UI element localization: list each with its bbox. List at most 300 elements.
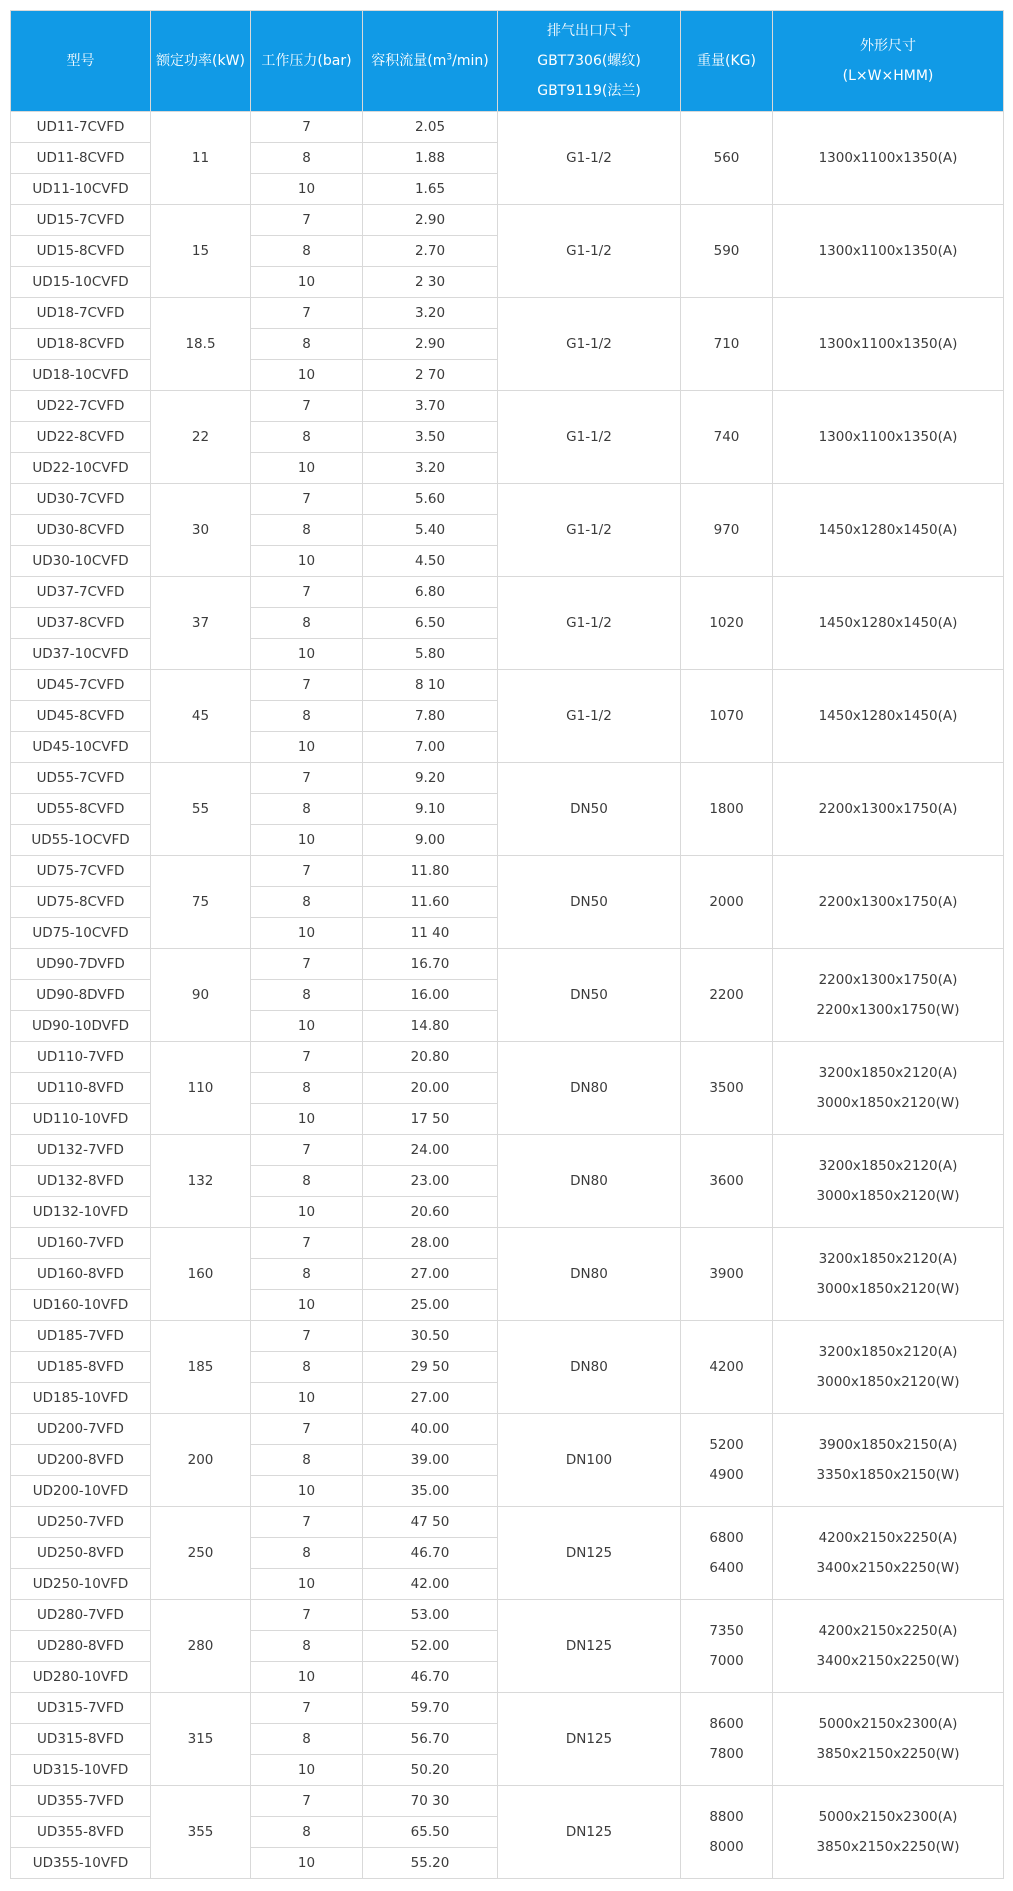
outlet-cell: DN125	[498, 1600, 681, 1693]
dimensions-cell	[773, 1228, 1004, 1321]
dimensions-value: 2200x1300x1750(A)	[818, 801, 958, 817]
flow-cell: 25.00	[363, 1290, 498, 1321]
dimensions-cell	[773, 205, 1004, 298]
flow-cell: 11.80	[363, 856, 498, 887]
model-cell: UD15-10CVFD	[11, 267, 151, 298]
dimensions-value: 1450x1280x1450(A)	[818, 522, 958, 538]
pressure-cell: 7	[251, 1600, 363, 1631]
model-cell: UD11-10CVFD	[11, 174, 151, 205]
flow-cell: 11.60	[363, 887, 498, 918]
dimensions-cell	[773, 1693, 1004, 1786]
model-cell: UD355-10VFD	[11, 1848, 151, 1879]
weight-value: 3900	[709, 1266, 744, 1282]
pressure-cell: 10	[251, 639, 363, 670]
pressure-cell: 10	[251, 267, 363, 298]
flow-cell: 46.70	[363, 1538, 498, 1569]
model-cell: UD30-10CVFD	[11, 546, 151, 577]
outlet-cell: DN50	[498, 856, 681, 949]
dimensions-cell	[773, 1600, 1004, 1693]
flow-cell: 46.70	[363, 1662, 498, 1693]
header-flow-sup: 3	[446, 52, 453, 63]
pressure-cell: 7	[251, 1135, 363, 1166]
pressure-cell: 7	[251, 1786, 363, 1817]
weight-value: 8600	[709, 1716, 744, 1732]
dimensions-cell	[773, 1042, 1004, 1135]
model-cell: UD185-7VFD	[11, 1321, 151, 1352]
pressure-cell: 7	[251, 856, 363, 887]
flow-cell: 1.88	[363, 143, 498, 174]
flow-cell: 42.00	[363, 1569, 498, 1600]
header-row	[11, 11, 1004, 112]
model-cell: UD90-10DVFD	[11, 1011, 151, 1042]
model-cell: UD160-8VFD	[11, 1259, 151, 1290]
dimensions-value: 3850x2150x2250(W)	[816, 1746, 960, 1762]
power-cell: 355	[151, 1786, 251, 1879]
weight-cell	[681, 1042, 773, 1135]
pressure-cell: 10	[251, 453, 363, 484]
weight-value: 710	[713, 336, 740, 352]
weight-value: 970	[713, 522, 740, 538]
flow-cell: 9.20	[363, 763, 498, 794]
model-cell: UD22-10CVFD	[11, 453, 151, 484]
weight-cell	[681, 1135, 773, 1228]
flow-cell: 16.70	[363, 949, 498, 980]
flow-cell: 53.00	[363, 1600, 498, 1631]
model-cell: UD37-10CVFD	[11, 639, 151, 670]
flow-cell: 70 30	[363, 1786, 498, 1817]
model-cell: UD22-7CVFD	[11, 391, 151, 422]
weight-value: 2200	[709, 987, 744, 1003]
weight-value: 1020	[709, 615, 744, 631]
dimensions-value: 1300x1100x1350(A)	[818, 150, 958, 166]
weight-value: 7000	[709, 1653, 744, 1669]
flow-cell: 30.50	[363, 1321, 498, 1352]
dimensions-value: 1300x1100x1350(A)	[818, 429, 958, 445]
power-cell: 45	[151, 670, 251, 763]
pressure-cell: 7	[251, 763, 363, 794]
header-model: 型号	[11, 11, 151, 112]
table-row	[11, 1228, 1004, 1259]
table-row	[11, 949, 1004, 980]
pressure-cell: 10	[251, 1755, 363, 1786]
weight-value: 8000	[709, 1839, 744, 1855]
model-cell: UD90-7DVFD	[11, 949, 151, 980]
weight-cell	[681, 856, 773, 949]
pressure-cell: 10	[251, 1476, 363, 1507]
flow-cell: 11 40	[363, 918, 498, 949]
model-cell: UD11-7CVFD	[11, 112, 151, 143]
dimensions-value: 5000x2150x2300(A)	[818, 1809, 958, 1825]
weight-value: 3600	[709, 1173, 744, 1189]
flow-cell: 20.80	[363, 1042, 498, 1073]
model-cell: UD280-10VFD	[11, 1662, 151, 1693]
table-row	[11, 577, 1004, 608]
weight-cell	[681, 1600, 773, 1693]
weight-cell	[681, 484, 773, 577]
model-cell: UD110-10VFD	[11, 1104, 151, 1135]
flow-cell: 56.70	[363, 1724, 498, 1755]
power-cell: 15	[151, 205, 251, 298]
flow-cell: 2 70	[363, 360, 498, 391]
weight-cell	[681, 1321, 773, 1414]
flow-cell: 5.60	[363, 484, 498, 515]
outlet-cell: G1-1/2	[498, 112, 681, 205]
weight-cell	[681, 949, 773, 1042]
flow-cell: 47 50	[363, 1507, 498, 1538]
model-cell: UD185-8VFD	[11, 1352, 151, 1383]
pressure-cell: 8	[251, 980, 363, 1011]
pressure-cell: 10	[251, 825, 363, 856]
pressure-cell: 8	[251, 329, 363, 360]
model-cell: UD37-8CVFD	[11, 608, 151, 639]
table-row	[11, 484, 1004, 515]
power-cell: 315	[151, 1693, 251, 1786]
weight-value: 7800	[709, 1746, 744, 1762]
pressure-cell: 8	[251, 1166, 363, 1197]
model-cell: UD160-10VFD	[11, 1290, 151, 1321]
flow-cell: 2.05	[363, 112, 498, 143]
outlet-cell: DN125	[498, 1507, 681, 1600]
outlet-cell: G1-1/2	[498, 205, 681, 298]
flow-cell: 24.00	[363, 1135, 498, 1166]
flow-cell: 39.00	[363, 1445, 498, 1476]
model-cell: UD15-7CVFD	[11, 205, 151, 236]
model-cell: UD75-8CVFD	[11, 887, 151, 918]
pressure-cell: 8	[251, 1445, 363, 1476]
dimensions-value: 3400x2150x2250(W)	[816, 1560, 960, 1576]
pressure-cell: 7	[251, 391, 363, 422]
model-cell: UD280-7VFD	[11, 1600, 151, 1631]
pressure-cell: 7	[251, 670, 363, 701]
flow-cell: 52.00	[363, 1631, 498, 1662]
flow-cell: 3.50	[363, 422, 498, 453]
model-cell: UD200-8VFD	[11, 1445, 151, 1476]
header-outlet	[498, 11, 681, 112]
flow-cell: 9.10	[363, 794, 498, 825]
model-cell: UD75-10CVFD	[11, 918, 151, 949]
flow-cell: 29 50	[363, 1352, 498, 1383]
pressure-cell: 8	[251, 608, 363, 639]
weight-value: 1800	[709, 801, 744, 817]
model-cell: UD132-7VFD	[11, 1135, 151, 1166]
model-cell: UD45-8CVFD	[11, 701, 151, 732]
power-cell: 160	[151, 1228, 251, 1321]
power-cell: 185	[151, 1321, 251, 1414]
dimensions-value: 3000x1850x2120(W)	[816, 1281, 960, 1297]
dimensions-value: 3000x1850x2120(W)	[816, 1188, 960, 1204]
table-body	[11, 112, 1004, 1879]
spec-table-container	[10, 10, 1003, 1879]
power-cell: 55	[151, 763, 251, 856]
pressure-cell: 8	[251, 1724, 363, 1755]
table-row	[11, 856, 1004, 887]
weight-value: 4200	[709, 1359, 744, 1375]
pressure-cell: 7	[251, 205, 363, 236]
weight-value: 6400	[709, 1560, 744, 1576]
model-cell: UD30-7CVFD	[11, 484, 151, 515]
table-row	[11, 670, 1004, 701]
weight-value: 7350	[709, 1623, 744, 1639]
flow-cell: 7.00	[363, 732, 498, 763]
table-row	[11, 391, 1004, 422]
model-cell: UD110-7VFD	[11, 1042, 151, 1073]
pressure-cell: 8	[251, 887, 363, 918]
weight-value: 5200	[709, 1437, 744, 1453]
pressure-cell: 10	[251, 1569, 363, 1600]
model-cell: UD18-10CVFD	[11, 360, 151, 391]
pressure-cell: 8	[251, 1259, 363, 1290]
pressure-cell: 8	[251, 794, 363, 825]
weight-value: 2000	[709, 894, 744, 910]
power-cell: 11	[151, 112, 251, 205]
model-cell: UD15-8CVFD	[11, 236, 151, 267]
dimensions-cell	[773, 1786, 1004, 1879]
table-row	[11, 112, 1004, 143]
flow-cell: 7.80	[363, 701, 498, 732]
weight-cell	[681, 1786, 773, 1879]
flow-cell: 20.60	[363, 1197, 498, 1228]
model-cell: UD160-7VFD	[11, 1228, 151, 1259]
dimensions-cell	[773, 1135, 1004, 1228]
pressure-cell: 10	[251, 1104, 363, 1135]
pressure-cell: 10	[251, 360, 363, 391]
pressure-cell: 10	[251, 1662, 363, 1693]
outlet-cell: DN50	[498, 763, 681, 856]
weight-value: 560	[713, 150, 740, 166]
flow-cell: 5.80	[363, 639, 498, 670]
pressure-cell: 7	[251, 577, 363, 608]
table-header	[11, 11, 1004, 112]
model-cell: UD75-7CVFD	[11, 856, 151, 887]
outlet-cell: G1-1/2	[498, 670, 681, 763]
header-flow-pre: 容积流量(m	[371, 53, 447, 69]
header-flow	[363, 11, 498, 112]
model-cell: UD132-8VFD	[11, 1166, 151, 1197]
pressure-cell: 7	[251, 1228, 363, 1259]
flow-cell: 3.20	[363, 298, 498, 329]
model-cell: UD185-10VFD	[11, 1383, 151, 1414]
flow-cell: 16.00	[363, 980, 498, 1011]
flow-cell: 20.00	[363, 1073, 498, 1104]
pressure-cell: 7	[251, 484, 363, 515]
table-row	[11, 1693, 1004, 1724]
header-outlet-line1: 排气出口尺寸	[547, 23, 631, 39]
model-cell: UD315-8VFD	[11, 1724, 151, 1755]
pressure-cell: 10	[251, 174, 363, 205]
model-cell: UD18-8CVFD	[11, 329, 151, 360]
header-power: 额定功率(kW)	[151, 11, 251, 112]
flow-cell: 17 50	[363, 1104, 498, 1135]
weight-value: 740	[713, 429, 740, 445]
flow-cell: 6.80	[363, 577, 498, 608]
weight-cell	[681, 298, 773, 391]
dimensions-cell	[773, 949, 1004, 1042]
weight-value: 3500	[709, 1080, 744, 1096]
header-pressure: 工作压力(bar)	[251, 11, 363, 112]
outlet-cell: DN80	[498, 1228, 681, 1321]
dimensions-value: 3900x1850x2150(A)	[818, 1437, 958, 1453]
outlet-cell: DN100	[498, 1414, 681, 1507]
power-cell: 22	[151, 391, 251, 484]
dimensions-value: 2200x1300x1750(W)	[816, 1002, 960, 1018]
power-cell: 30	[151, 484, 251, 577]
dimensions-value: 5000x2150x2300(A)	[818, 1716, 958, 1732]
model-cell: UD250-10VFD	[11, 1569, 151, 1600]
dimensions-value: 3850x2150x2250(W)	[816, 1839, 960, 1855]
dimensions-cell	[773, 856, 1004, 949]
table-row	[11, 1321, 1004, 1352]
pressure-cell: 8	[251, 143, 363, 174]
dimensions-value: 1300x1100x1350(A)	[818, 336, 958, 352]
dimensions-value: 3200x1850x2120(A)	[818, 1158, 958, 1174]
header-dim-line1: 外形尺寸	[860, 38, 916, 54]
flow-cell: 23.00	[363, 1166, 498, 1197]
pressure-cell: 10	[251, 732, 363, 763]
weight-value: 8800	[709, 1809, 744, 1825]
table-row	[11, 1600, 1004, 1631]
pressure-cell: 7	[251, 1507, 363, 1538]
model-cell: UD11-8CVFD	[11, 143, 151, 174]
outlet-cell: G1-1/2	[498, 391, 681, 484]
pressure-cell: 8	[251, 236, 363, 267]
flow-cell: 8 10	[363, 670, 498, 701]
pressure-cell: 7	[251, 1693, 363, 1724]
model-cell: UD315-7VFD	[11, 1693, 151, 1724]
flow-cell: 28.00	[363, 1228, 498, 1259]
weight-cell	[681, 1414, 773, 1507]
model-cell: UD55-8CVFD	[11, 794, 151, 825]
dimensions-cell	[773, 577, 1004, 670]
table-row	[11, 1042, 1004, 1073]
header-flow-post: /min)	[452, 53, 489, 69]
model-cell: UD37-7CVFD	[11, 577, 151, 608]
header-dim-line2: (L×W×HMM)	[842, 68, 934, 84]
header-outlet-line2: GBT7306(螺纹)	[537, 53, 641, 69]
weight-cell	[681, 670, 773, 763]
pressure-cell: 8	[251, 515, 363, 546]
model-cell: UD22-8CVFD	[11, 422, 151, 453]
table-row	[11, 298, 1004, 329]
weight-cell	[681, 1693, 773, 1786]
weight-cell	[681, 1507, 773, 1600]
pressure-cell: 7	[251, 298, 363, 329]
dimensions-value: 1300x1100x1350(A)	[818, 243, 958, 259]
pressure-cell: 10	[251, 1011, 363, 1042]
weight-value: 4900	[709, 1467, 744, 1483]
flow-cell: 6.50	[363, 608, 498, 639]
flow-cell: 27.00	[363, 1259, 498, 1290]
dimensions-value: 3200x1850x2120(A)	[818, 1344, 958, 1360]
flow-cell: 59.70	[363, 1693, 498, 1724]
dimensions-value: 3000x1850x2120(W)	[816, 1095, 960, 1111]
pressure-cell: 10	[251, 1383, 363, 1414]
outlet-cell: DN80	[498, 1321, 681, 1414]
header-weight: 重量(KG)	[681, 11, 773, 112]
flow-cell: 14.80	[363, 1011, 498, 1042]
table-row	[11, 1414, 1004, 1445]
pressure-cell: 8	[251, 422, 363, 453]
dimensions-cell	[773, 484, 1004, 577]
flow-cell: 1.65	[363, 174, 498, 205]
pressure-cell: 7	[251, 1321, 363, 1352]
pressure-cell: 7	[251, 1414, 363, 1445]
table-row	[11, 1786, 1004, 1817]
pressure-cell: 8	[251, 1352, 363, 1383]
model-cell: UD45-7CVFD	[11, 670, 151, 701]
pressure-cell: 10	[251, 1197, 363, 1228]
pressure-cell: 10	[251, 1848, 363, 1879]
weight-cell	[681, 112, 773, 205]
dimensions-value: 2200x1300x1750(A)	[818, 894, 958, 910]
power-cell: 18.5	[151, 298, 251, 391]
table-row	[11, 763, 1004, 794]
model-cell: UD355-7VFD	[11, 1786, 151, 1817]
pressure-cell: 8	[251, 1073, 363, 1104]
weight-cell	[681, 391, 773, 484]
flow-cell: 3.70	[363, 391, 498, 422]
model-cell: UD200-10VFD	[11, 1476, 151, 1507]
table-row	[11, 1135, 1004, 1166]
pressure-cell: 10	[251, 546, 363, 577]
dimensions-cell	[773, 670, 1004, 763]
model-cell: UD55-7CVFD	[11, 763, 151, 794]
dimensions-cell	[773, 112, 1004, 205]
power-cell: 280	[151, 1600, 251, 1693]
header-outlet-line3: GBT9119(法兰)	[537, 83, 641, 99]
pressure-cell: 7	[251, 1042, 363, 1073]
flow-cell: 65.50	[363, 1817, 498, 1848]
outlet-cell: DN80	[498, 1135, 681, 1228]
flow-cell: 2.70	[363, 236, 498, 267]
weight-value: 1070	[709, 708, 744, 724]
weight-cell	[681, 577, 773, 670]
dimensions-value: 4200x2150x2250(A)	[818, 1530, 958, 1546]
pressure-cell: 7	[251, 949, 363, 980]
power-cell: 200	[151, 1414, 251, 1507]
dimensions-value: 3400x2150x2250(W)	[816, 1653, 960, 1669]
table-row	[11, 1507, 1004, 1538]
dimensions-value: 3000x1850x2120(W)	[816, 1374, 960, 1390]
header-dimensions	[773, 11, 1004, 112]
table-row	[11, 205, 1004, 236]
model-cell: UD200-7VFD	[11, 1414, 151, 1445]
model-cell: UD18-7CVFD	[11, 298, 151, 329]
dimensions-cell	[773, 1414, 1004, 1507]
flow-cell: 4.50	[363, 546, 498, 577]
outlet-cell: DN125	[498, 1693, 681, 1786]
model-cell: UD315-10VFD	[11, 1755, 151, 1786]
outlet-cell: DN80	[498, 1042, 681, 1135]
power-cell: 132	[151, 1135, 251, 1228]
dimensions-cell	[773, 1321, 1004, 1414]
dimensions-cell	[773, 391, 1004, 484]
dimensions-cell	[773, 1507, 1004, 1600]
pressure-cell: 8	[251, 1817, 363, 1848]
dimensions-cell	[773, 763, 1004, 856]
model-cell: UD250-8VFD	[11, 1538, 151, 1569]
flow-cell: 5.40	[363, 515, 498, 546]
outlet-cell: DN125	[498, 1786, 681, 1879]
flow-cell: 27.00	[363, 1383, 498, 1414]
power-cell: 250	[151, 1507, 251, 1600]
power-cell: 90	[151, 949, 251, 1042]
pressure-cell: 10	[251, 1290, 363, 1321]
model-cell: UD30-8CVFD	[11, 515, 151, 546]
flow-cell: 50.20	[363, 1755, 498, 1786]
model-cell: UD110-8VFD	[11, 1073, 151, 1104]
pressure-cell: 10	[251, 918, 363, 949]
pressure-cell: 8	[251, 1538, 363, 1569]
